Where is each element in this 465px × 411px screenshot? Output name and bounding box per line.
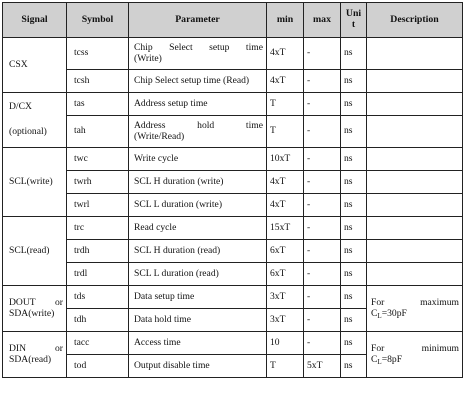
min-cell: 3xT bbox=[267, 309, 304, 332]
max-cell: - bbox=[304, 240, 341, 263]
min-cell: 4xT bbox=[267, 194, 304, 217]
table-row bbox=[3, 263, 463, 286]
signal-din-line1: DIN or bbox=[9, 342, 63, 354]
description-cell bbox=[367, 240, 463, 263]
min-cell: 15xT bbox=[267, 217, 304, 240]
header-max: max bbox=[304, 3, 341, 38]
signal-dcx-line2: (optional) bbox=[9, 126, 47, 137]
unit-cell: ns bbox=[341, 93, 367, 116]
max-cell: - bbox=[304, 194, 341, 217]
unit-cell: ns bbox=[341, 194, 367, 217]
min-cell: 6xT bbox=[267, 240, 304, 263]
header-description: Description bbox=[367, 3, 463, 38]
signal-dcx-line1: D/CX bbox=[9, 101, 32, 113]
max-cell: - bbox=[304, 263, 341, 286]
unit-cell: ns bbox=[341, 263, 367, 286]
symbol-cell: tah bbox=[67, 116, 129, 148]
min-cell: 3xT bbox=[267, 286, 304, 309]
table-row bbox=[3, 217, 463, 240]
parameter-line: (Write) bbox=[134, 52, 162, 64]
parameter-cell: Data hold time bbox=[129, 309, 267, 332]
description-line: $C_L=30pF$ bbox=[371, 307, 407, 320]
description-line: For minimum bbox=[371, 342, 459, 354]
unit-cell: ns bbox=[341, 286, 367, 309]
table-row bbox=[3, 194, 463, 217]
table-row bbox=[3, 171, 463, 194]
header-symbol: Symbol bbox=[67, 3, 129, 38]
table-row bbox=[3, 148, 463, 171]
symbol-cell: tdh bbox=[67, 309, 129, 332]
description-cell bbox=[367, 116, 463, 148]
max-cell: - bbox=[304, 38, 341, 70]
parameter-cell: SCL H duration (write) bbox=[129, 171, 267, 194]
signal-dcx bbox=[3, 93, 67, 148]
description-cell bbox=[367, 263, 463, 286]
signal-scl-read: SCL(read) bbox=[3, 217, 67, 286]
unit-cell: ns bbox=[341, 309, 367, 332]
table-row bbox=[3, 38, 463, 70]
unit-cell: ns bbox=[341, 355, 367, 378]
min-cell: 10xT bbox=[267, 148, 304, 171]
signal-din bbox=[3, 332, 67, 378]
symbol-cell: twrl bbox=[67, 194, 129, 217]
description-dout bbox=[367, 286, 463, 332]
timing-table bbox=[2, 2, 463, 378]
min-cell: T bbox=[267, 116, 304, 148]
min-cell: 6xT bbox=[267, 263, 304, 286]
signal-dout-line1: DOUT or bbox=[9, 296, 63, 308]
signal-dout-line2: SDA(write) bbox=[9, 307, 55, 319]
min-cell: 10 bbox=[267, 332, 304, 355]
parameter-cell bbox=[129, 38, 267, 70]
min-cell: 4xT bbox=[267, 70, 304, 93]
table-row bbox=[3, 332, 463, 355]
parameter-cell: SCL L duration (read) bbox=[129, 263, 267, 286]
header-unit-line2: t bbox=[351, 19, 356, 30]
header-row bbox=[3, 3, 463, 38]
table-row bbox=[3, 286, 463, 309]
max-cell: - bbox=[304, 309, 341, 332]
symbol-cell: trc bbox=[67, 217, 129, 240]
unit-cell: ns bbox=[341, 217, 367, 240]
parameter-cell: Address setup time bbox=[129, 93, 267, 116]
description-din bbox=[367, 332, 463, 378]
max-cell: - bbox=[304, 93, 341, 116]
symbol-cell: tas bbox=[67, 93, 129, 116]
symbol-cell: trdl bbox=[67, 263, 129, 286]
unit-cell: ns bbox=[341, 70, 367, 93]
table-row bbox=[3, 116, 463, 148]
description-cell bbox=[367, 194, 463, 217]
header-min: min bbox=[267, 3, 304, 38]
unit-cell: ns bbox=[341, 171, 367, 194]
min-cell: 4xT bbox=[267, 38, 304, 70]
parameter-cell: Output disable time bbox=[129, 355, 267, 378]
symbol-cell: tacc bbox=[67, 332, 129, 355]
description-cell bbox=[367, 171, 463, 194]
unit-cell: ns bbox=[341, 332, 367, 355]
parameter-cell bbox=[129, 116, 267, 148]
table-row bbox=[3, 240, 463, 263]
parameter-cell: Read cycle bbox=[129, 217, 267, 240]
max-cell: - bbox=[304, 148, 341, 171]
parameter-cell: Access time bbox=[129, 332, 267, 355]
parameter-cell: Write cycle bbox=[129, 148, 267, 171]
signal-csx: CSX bbox=[3, 38, 67, 93]
parameter-cell: Chip Select setup time (Read) bbox=[129, 70, 267, 93]
min-cell: T bbox=[267, 93, 304, 116]
description-line: $C_L=8pF$ bbox=[371, 353, 403, 366]
max-cell: - bbox=[304, 70, 341, 93]
symbol-cell: tcss bbox=[67, 38, 129, 70]
signal-din-line2: SDA(read) bbox=[9, 353, 52, 365]
symbol-cell: twrh bbox=[67, 171, 129, 194]
min-cell: T bbox=[267, 355, 304, 378]
parameter-line: Address hold time bbox=[134, 119, 263, 131]
parameter-cell: SCL L duration (write) bbox=[129, 194, 267, 217]
header-unit bbox=[341, 3, 367, 38]
min-cell: 4xT bbox=[267, 171, 304, 194]
max-cell: - bbox=[304, 286, 341, 309]
symbol-cell: tcsh bbox=[67, 70, 129, 93]
signal-scl-write: SCL(write) bbox=[3, 148, 67, 217]
max-cell: - bbox=[304, 332, 341, 355]
table-row bbox=[3, 70, 463, 93]
description-cell bbox=[367, 148, 463, 171]
header-signal: Signal bbox=[3, 3, 67, 38]
parameter-cell: SCL H duration (read) bbox=[129, 240, 267, 263]
parameter-line: Chip Select setup time bbox=[134, 41, 263, 53]
description-cell bbox=[367, 38, 463, 70]
parameter-line: (Write/Read) bbox=[134, 130, 185, 142]
description-cell bbox=[367, 217, 463, 240]
parameter-cell: Data setup time bbox=[129, 286, 267, 309]
symbol-cell: tod bbox=[67, 355, 129, 378]
header-unit-line1: Uni bbox=[345, 8, 362, 20]
signal-dout bbox=[3, 286, 67, 332]
header-parameter: Parameter bbox=[129, 3, 267, 38]
unit-cell: ns bbox=[341, 240, 367, 263]
description-cell bbox=[367, 93, 463, 116]
table-row bbox=[3, 93, 463, 116]
symbol-cell: tds bbox=[67, 286, 129, 309]
max-cell: 5xT bbox=[304, 355, 341, 378]
unit-cell: ns bbox=[341, 148, 367, 171]
symbol-cell: trdh bbox=[67, 240, 129, 263]
unit-cell: ns bbox=[341, 38, 367, 70]
max-cell: - bbox=[304, 171, 341, 194]
max-cell: - bbox=[304, 217, 341, 240]
description-cell bbox=[367, 70, 463, 93]
symbol-cell: twc bbox=[67, 148, 129, 171]
max-cell: - bbox=[304, 116, 341, 148]
unit-cell: ns bbox=[341, 116, 367, 148]
description-line: For maximum bbox=[371, 296, 459, 308]
